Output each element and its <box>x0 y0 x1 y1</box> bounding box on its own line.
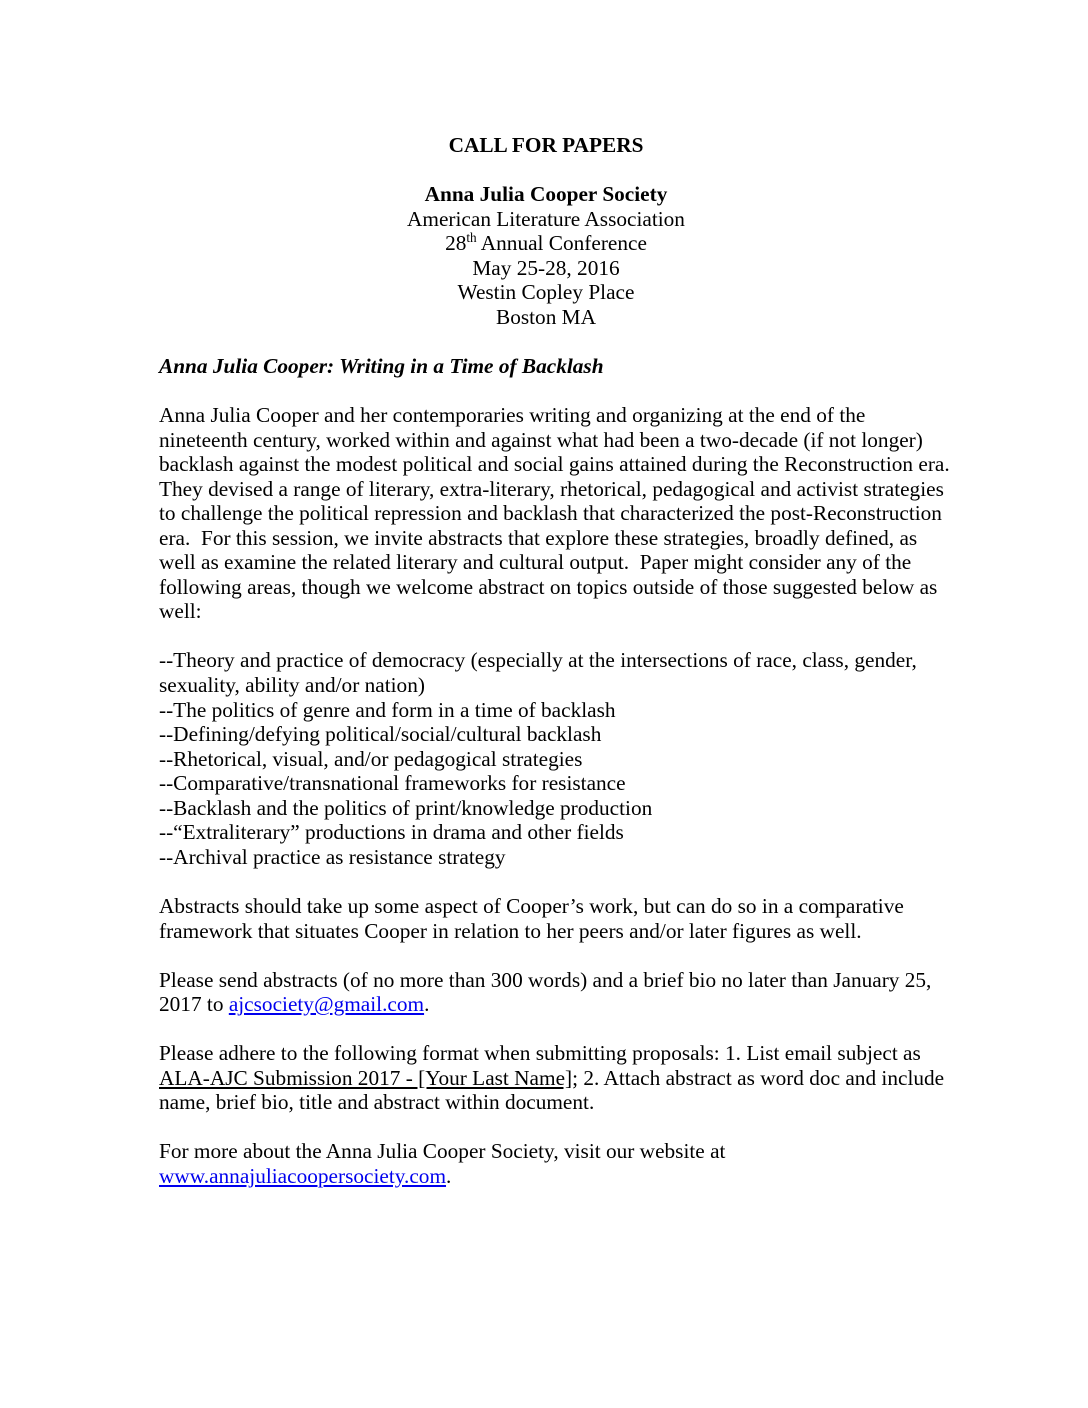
conference-line <box>133 231 959 256</box>
submission-text: Please send abstracts (of no more than 300 words) and a brief bio no later than January 25, 2017 to <box>159 967 937 1017</box>
topic-item: --“Extraliterary” productions in drama and other fields <box>159 820 624 845</box>
topic-item: --Archival practice as resistance strategy <box>159 844 506 869</box>
conference-number: 28 <box>445 231 467 256</box>
association-name: American Literature Association <box>407 206 685 231</box>
document-header <box>133 133 959 329</box>
society-name: Anna Julia Cooper Society <box>424 182 668 207</box>
conference-title: Annual Conference <box>476 231 647 256</box>
document-title: CALL FOR PAPERS <box>448 133 644 157</box>
topics-list <box>159 648 959 869</box>
website-text: For more about the Anna Julia Cooper Society, visit our website at <box>159 1139 731 1164</box>
abstracts-paragraph: Abstracts should take up some aspect of Cooper’s work, but can do so in a comparative framework that situates Cooper in relation to her peers and/or later figures as well. <box>159 893 910 943</box>
email-link[interactable]: ajcsociety@gmail.com <box>228 992 425 1017</box>
topic-item: --Rhetorical, visual, and/or pedagogical strategies <box>159 746 583 771</box>
intro-paragraph: Anna Julia Cooper and her contemporaries writing and organizing at the end of the nineteenth century, worked within and against what had been a two-decade (if not longer) backlash against the modest political and social gains attained during the Reconstruction era. They devised a range of literary, extra-literary, rhetorical, pedagogical and activist strategies to challenge the political repression and backlash that characterized the post-Reconstruction era. For this session, we invite abstracts that explore these strategies, broadly defined, as well as examine the related literary and cultural output. Paper might consider any of the following areas, though we welcome abstract on topics outside of those suggested below as well: <box>159 403 955 624</box>
conference-ordinal: th <box>466 230 477 246</box>
website-link[interactable]: www.annajuliacoopersociety.com <box>159 1163 447 1188</box>
topic-item: --Defining/defying political/social/cultural backlash <box>159 722 602 747</box>
topic-item: --Theory and practice of democracy (especially at the intersections of race, class, gender, sexuality, ability and/or nation) <box>159 648 923 698</box>
submission-period: . <box>424 992 430 1017</box>
format-paragraph <box>159 1041 959 1115</box>
topic-item: --The politics of genre and form in a time of backlash <box>159 697 616 722</box>
email-subject-format: ALA-AJC Submission 2017 - [Your Last Name] <box>159 1065 573 1090</box>
topic-item: --Backlash and the politics of print/knowledge production <box>159 795 653 820</box>
conference-venue: Westin Copley Place <box>457 280 635 305</box>
website-period: . <box>446 1163 452 1188</box>
topic-item: --Comparative/transnational frameworks for resistance <box>159 771 626 796</box>
conference-dates: May 25-28, 2016 <box>472 255 620 280</box>
website-paragraph <box>159 1139 959 1188</box>
submission-paragraph <box>159 968 959 1017</box>
conference-location: Boston MA <box>496 304 596 329</box>
format-text: Please adhere to the following format when submitting proposals: 1. List email subject as <box>159 1041 925 1066</box>
format-text-rest: ; 2. Attach abstract as word doc and include name, brief bio, title and abstract within document. <box>159 1065 950 1115</box>
session-title: Anna Julia Cooper: Writing in a Time of Backlash <box>159 353 604 378</box>
